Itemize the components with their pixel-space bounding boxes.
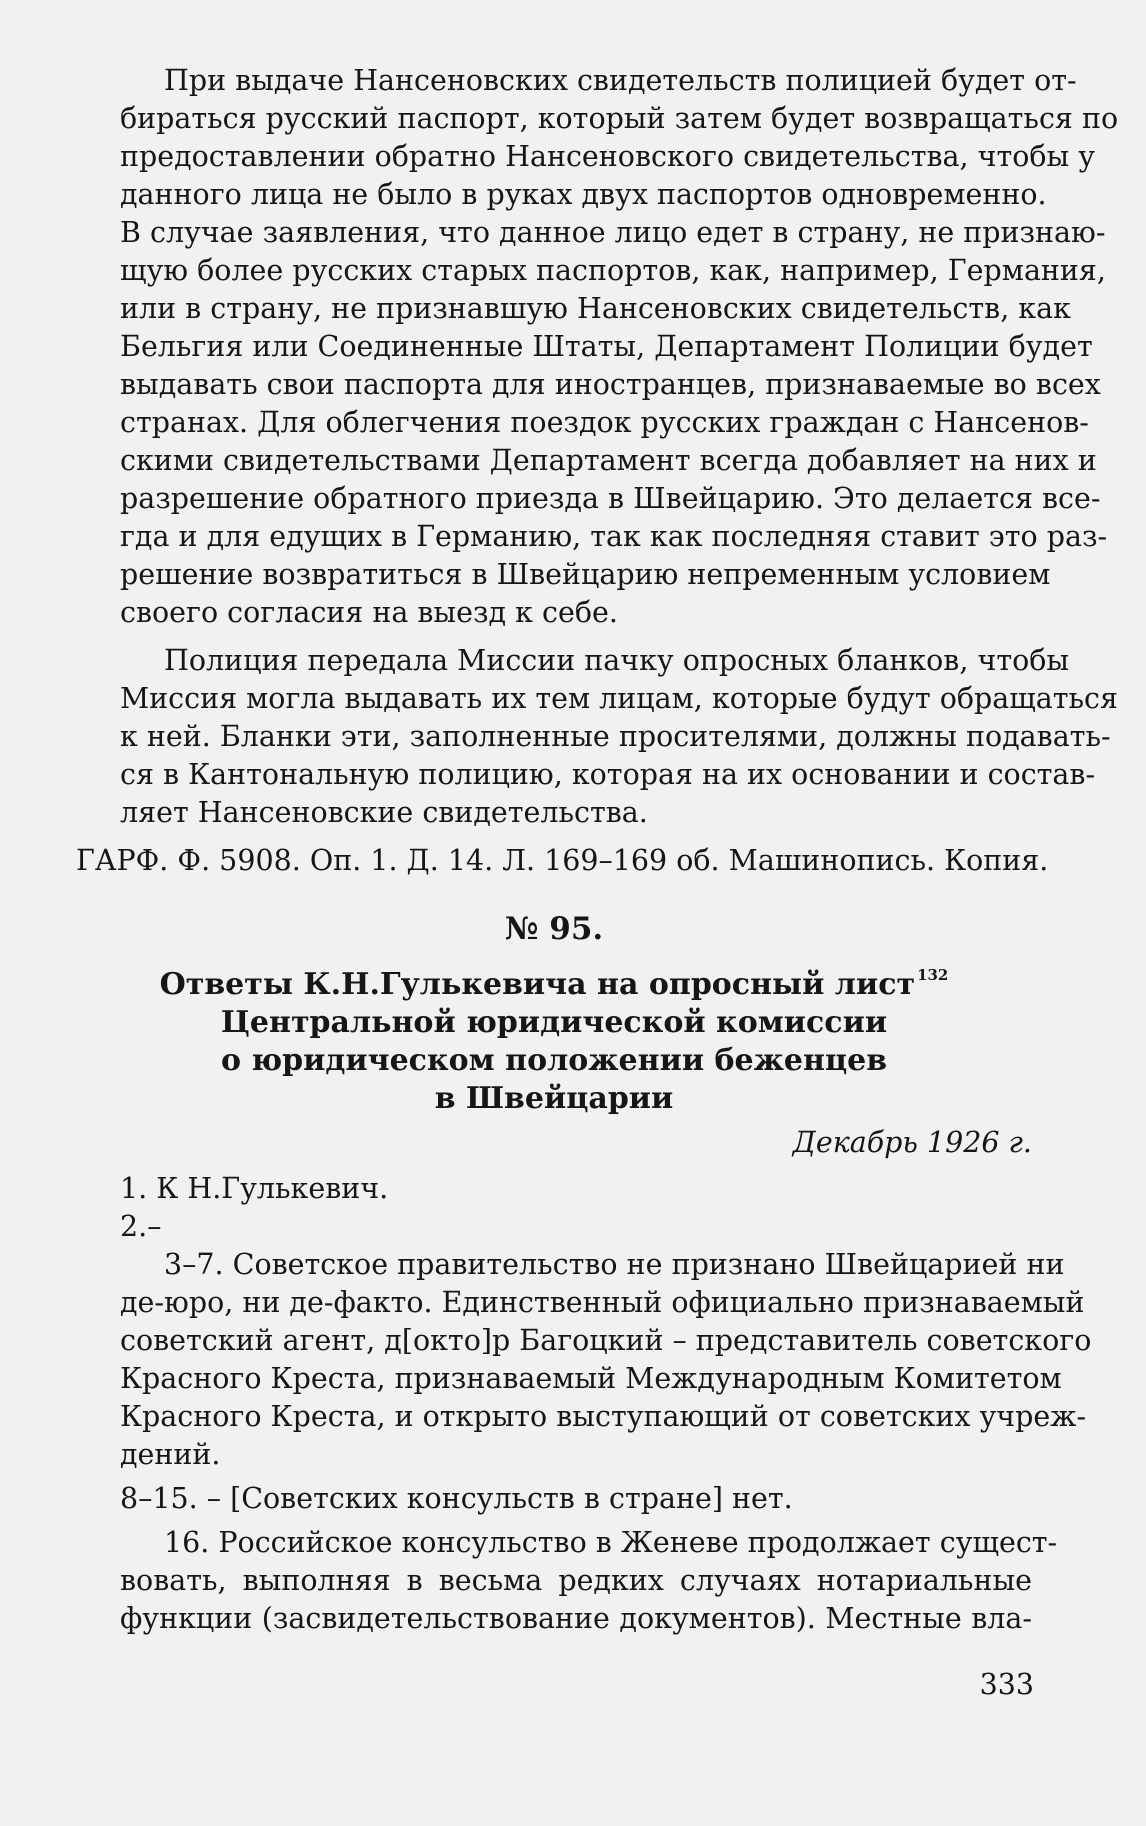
text-line: своего согласия на выезд к себе. [120,596,618,629]
text-line: решение возвратиться в Швейцарию непременным условием [120,558,1051,591]
text-line: советский агент, д[окто]р Багоцкий – представитель советского [120,1324,1092,1357]
answer-item-1: 1. К Н.Гулькевич. [120,1172,389,1205]
answer-items-3-7 [76,1246,1092,1474]
text-line: В случае заявления, что данное лицо едет в страну, не признаю- [120,216,1106,249]
text-line: 16. Российское консульство в Женеве продолжает сущест- [164,1526,1058,1559]
text-line: разрешение обратного приезда в Швейцарию. Это делается все- [120,482,1101,515]
page-number: 333 [979,1668,1034,1701]
text-line: 3–7. Советское правительство не признано Швейцарией ни [164,1248,1065,1281]
text-line: странах. Для облегчения поездок русских граждан с Нансенов- [120,406,1089,439]
text-line: предоставлении обратно Нансеновского свидетельства, чтобы у [120,140,1096,173]
text-line: де-юро, ни де-факто. Единственный официально признаваемый [120,1286,1085,1319]
text-line: данного лица не было в руках двух паспортов одновременно. [120,178,1047,211]
title-line: о юридическом положении беженцев [220,1043,888,1078]
footnote-ref: 132 [917,966,949,984]
document-number: № 95. [504,911,604,947]
text-line: ляет Нансеновские свидетельства. [120,796,648,829]
answer-items-8-15: 8–15. – [Советских консульств в стране] нет. [120,1482,793,1515]
page-content [76,62,1119,1638]
text-line: При выдаче Нансеновских свидетельств полицией будет от- [164,64,1077,97]
text-line: скими свидетельствами Департамент всегда добавляет на них и [120,444,1097,477]
text-line: вовать, выполняя в весьма редких случаях нотариальные [120,1564,1032,1597]
text-line: выдавать свои паспорта для иностранцев, признаваемые во всех [120,368,1101,401]
text-line: гда и для едущих в Германию, так как последняя ставит это раз- [120,520,1108,553]
document-date: Декабрь 1926 г. [792,1126,1032,1159]
answer-item-16 [76,1524,1058,1638]
text-line: к ней. Бланки эти, заполненные просителями, должны подавать- [120,720,1111,753]
title-line: Ответы К.Н.Гулькевича на опросный лист $^{132}$ [159,966,949,1002]
text-line: Красного Креста, и открыто выступающий от советских учреж- [120,1400,1087,1433]
text-line: бираться русский паспорт, который затем будет возвращаться по [120,102,1119,135]
text-line: Красного Креста, признаваемый Международным Комитетом [120,1362,1062,1395]
text-line: функции (засвидетельствование документов). Местные вла- [120,1602,1032,1635]
paragraph-passport-procedure [76,62,1119,632]
text-line: Миссия могла выдавать их тем лицам, которые будут обращаться [120,682,1118,715]
text-line: Полиция передала Миссии пачку опросных бланков, чтобы [164,644,1070,677]
text-line: дений. [120,1438,221,1471]
text-line: ся в Кантональную полицию, которая на их основании и состав- [120,758,1096,791]
text-line: или в страну, не признавшую Нансеновских свидетельств, как [120,292,1071,325]
paragraph-police-forms [76,642,1118,832]
title-line: в Швейцарии [434,1081,674,1116]
title-line: Центральной юридической комиссии [220,1005,888,1040]
text-line: Бельгия или Соединенные Штаты, Департамент Полиции будет [120,330,1093,363]
text-line: щую более русских старых паспортов, как, например, Германия, [120,254,1106,287]
archive-source: ГАРФ. Ф. 5908. Оп. 1. Д. 14. Л. 169–169 об. Машинопись. Копия. [76,844,1049,877]
document-title [76,956,1032,1118]
answer-item-2: 2.– [120,1210,162,1243]
